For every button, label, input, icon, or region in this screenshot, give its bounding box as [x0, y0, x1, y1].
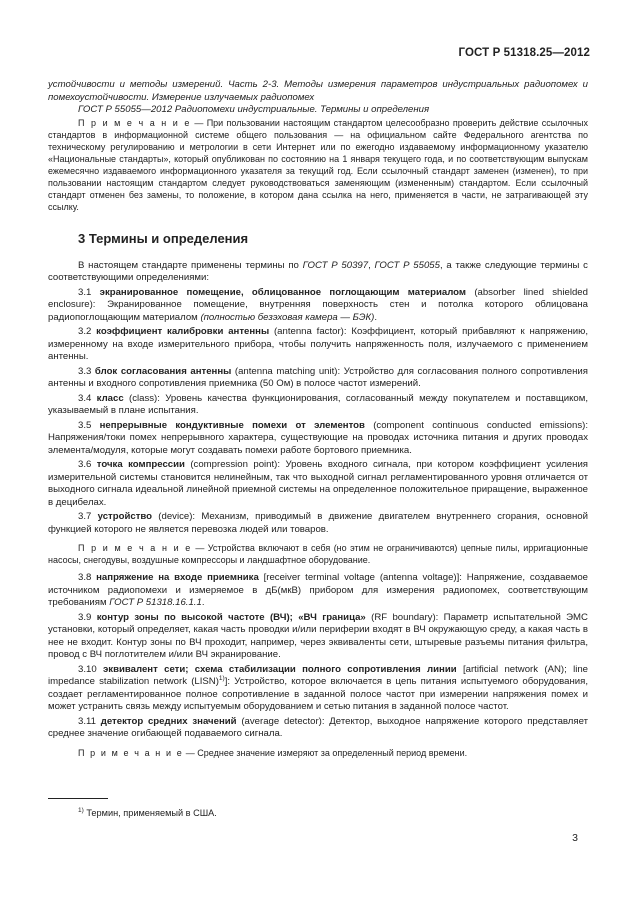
term-definition: (device): Механизм, приводимый в движение двигателем внутреннего сгорания, основной функцией которого не является перевозка людей или товаров.	[48, 511, 588, 535]
page-number: 3	[572, 832, 578, 844]
term-number: 3.4	[78, 392, 97, 404]
term-definition: (absorber lined shielded enclosure): Экранированное помещение, внутренняя поверхность стен и потолка которого облицована радиопоглощающим материалом	[48, 286, 588, 323]
term-name: точка компрессии	[96, 459, 185, 470]
footnote-divider	[48, 798, 108, 799]
intro-text: В настоящем стандарте применены термины по	[78, 259, 303, 271]
term-definition: (class): Уровень качества функционирования, согласованный между покупателем и поставщиком, указываемый в плане испытания.	[48, 392, 588, 416]
reference-gost-55055	[48, 104, 588, 117]
term-number: 3.3	[78, 365, 95, 377]
term-end: .	[374, 311, 377, 323]
term-definition: (compression point): Уровень входного сигнала, при котором коэффициент усиления измерительной системы становится нелинейным, так что выходной сигнал регламентированного уровня отличается от выходного сигнала идеальной линейной приемной системы на определенное положительное приращение, выраженное в децибелах.	[48, 459, 588, 508]
footnote	[78, 808, 217, 818]
term-end: .	[201, 597, 205, 608]
note-label: П р и м е ч а н и е	[78, 543, 192, 553]
intro-ref-1: ГОСТ Р 50397	[302, 259, 369, 271]
term-3-1	[48, 287, 588, 325]
term-3-6	[48, 459, 588, 509]
term-definition: (antenna matching unit): Устройство для согласования полного сопротивления антенны и входного сопротивления приемника (50 Ом) в полосе частот измерений.	[48, 365, 588, 389]
term-definition: (antenna factor): Коэффициент, который прибавляют к напряжению, измеренному на входе измерительного прибора, чтобы получить напряженность поля, излучаемого с применением антенны.	[48, 326, 588, 362]
term-synonym: (полностью безэховая камера — БЭК)	[200, 311, 375, 323]
term-number: 3.5	[78, 419, 100, 431]
term-name: класс	[96, 392, 124, 404]
term-definition: (component continuous conducted emissions): Напряжения/токи помех непрерывного характера, существующие на проводах источника питания и других проводах элемента/модуля, которые могут создавать помехи работе бортового приемника.	[48, 419, 588, 456]
term-number: 3.1	[78, 286, 100, 298]
term-3-10	[48, 664, 588, 714]
reference-title: Радиопомехи индустриальные. Термины и определения	[172, 104, 430, 115]
intro-paragraph	[48, 260, 588, 285]
term-3-4	[48, 393, 588, 418]
reference-code: ГОСТ Р 55055—2012	[78, 104, 173, 115]
note-label: П р и м е ч а н и е	[78, 117, 191, 128]
term-3-11	[48, 716, 588, 741]
footnote-text: Термин, применяемый в США.	[83, 808, 217, 818]
term-name: экранированное помещение, облицованное поглощающим материалом	[99, 286, 467, 298]
term-name: блок согласования антенны	[94, 365, 232, 377]
term-name: коэффициент калибровки антенны	[96, 326, 270, 337]
term-name: непрерывные кондуктивные помехи от элементов	[99, 419, 365, 431]
term-3-7-note	[48, 542, 588, 566]
term-name: контур зоны по высокой частоте (ВЧ); «ВЧ граница»	[96, 611, 366, 623]
term-3-11-note	[48, 747, 588, 759]
intro-comma: ,	[368, 259, 375, 271]
term-number: 3.8	[78, 572, 97, 583]
term-name: эквивалент сети; схема стабилизации полного сопротивления линии	[103, 663, 457, 675]
term-name: устройство	[97, 511, 153, 522]
term-3-8	[48, 572, 588, 610]
footnote-ref: 1)	[218, 674, 225, 682]
note-text: — Устройства включают в себя (но этим не ограничиваются) цепные пилы, ирригационные насосы, снегодувы, воздушные компрессоры и ландшафтное оборудование.	[48, 543, 588, 565]
intro-text-end: , а также следующие термины с соответствующими определениями:	[48, 259, 588, 283]
term-3-2	[48, 326, 588, 364]
intro-ref-2: ГОСТ Р 55055	[374, 259, 440, 271]
term-number: 3.6	[78, 459, 97, 470]
term-definition-cont: ]: Устройство, которое включается в цепь питания испытуемого оборудования, создает регламентированное полное сопротивление в заданной полосе частот при измерении напряжения помех и может устранить связь между испытуемым оборудованием и сетью питания в заданной полосе частот.	[48, 676, 589, 712]
term-number: 3.2	[78, 326, 97, 337]
reference-note	[48, 117, 588, 213]
term-number: 3.10	[78, 663, 103, 675]
term-reference: ГОСТ Р 51318.16.1.1	[109, 597, 202, 608]
term-number: 3.9	[78, 611, 97, 623]
page-content	[48, 79, 588, 759]
term-3-3	[48, 366, 588, 391]
term-3-9	[48, 612, 588, 662]
term-name: детектор средних значений	[100, 715, 237, 727]
term-definition: [receiver terminal voltage (antenna voltage)]: Напряжение, создаваемое источником радиопомехи и измеряемое в дБ(мкВ) прибором для измерения радиопомех, соответствующим требованиям	[48, 572, 589, 608]
term-3-7	[48, 511, 588, 536]
note-text: — При пользовании настоящим стандартом целесообразно проверить действие ссылочных стандартов в информационной системе общего пользования — на официальном сайте Федерального агентства по техническому регулированию и метрологии в сети Интернет или по ежегодно издаваемому информационному указателю «Национальные стандарты», который опубликован по состоянию на 1 января текущего года, и по соответствующим выпускам ежемесячно издаваемого информационного указателя за текущий год. Если ссылочный стандарт заменен (изменен), то при пользовании настоящим стандартом следует руководствоваться заменяющим (измененным) стандартом. Если ссылочный стандарт отменен без замены, то положение, в котором дана ссылка на него, применяется в части, не затрагивающей эту ссылку.	[48, 117, 588, 212]
term-definition: (average detector): Детектор, выходное напряжение которого представляет среднее значение огибающей подаваемого сигнала.	[48, 715, 588, 739]
term-definition: [artificial network (AN); line impedance stabilization network (LISN)	[48, 663, 589, 687]
document-header: ГОСТ Р 51318.25—2012	[458, 47, 590, 59]
term-number: 3.7	[78, 511, 98, 522]
term-name: напряжение на входе приемника	[96, 572, 259, 583]
term-definition: (RF boundary): Параметр испытательной ЭМС установки, который определяет, какая часть проводки и/или периферии входят в ВЧ окружающую среду, а какая часть в нее не входит. Контур зоны по ВЧ проходит, например, через эквиваленты сети, штыревые разъемы питания фильтра, провод с ВЧ поглотителем и/или ВЧ экранирование.	[48, 611, 588, 660]
reference-continuation: устойчивости и методы измерений. Часть 2-3. Методы измерения параметров индустриальных радиопомех и помехоустойчивости. Измерение излучаемых радиопомех	[48, 79, 588, 103]
section-title: 3 Термины и определения	[78, 230, 249, 246]
note-text: — Среднее значение измеряют за определенный период времени.	[183, 747, 468, 758]
note-label: П р и м е ч а н и е	[78, 747, 184, 758]
footnote-mark: 1)	[78, 806, 84, 814]
term-number: 3.11	[78, 715, 101, 727]
term-3-5	[48, 420, 588, 458]
